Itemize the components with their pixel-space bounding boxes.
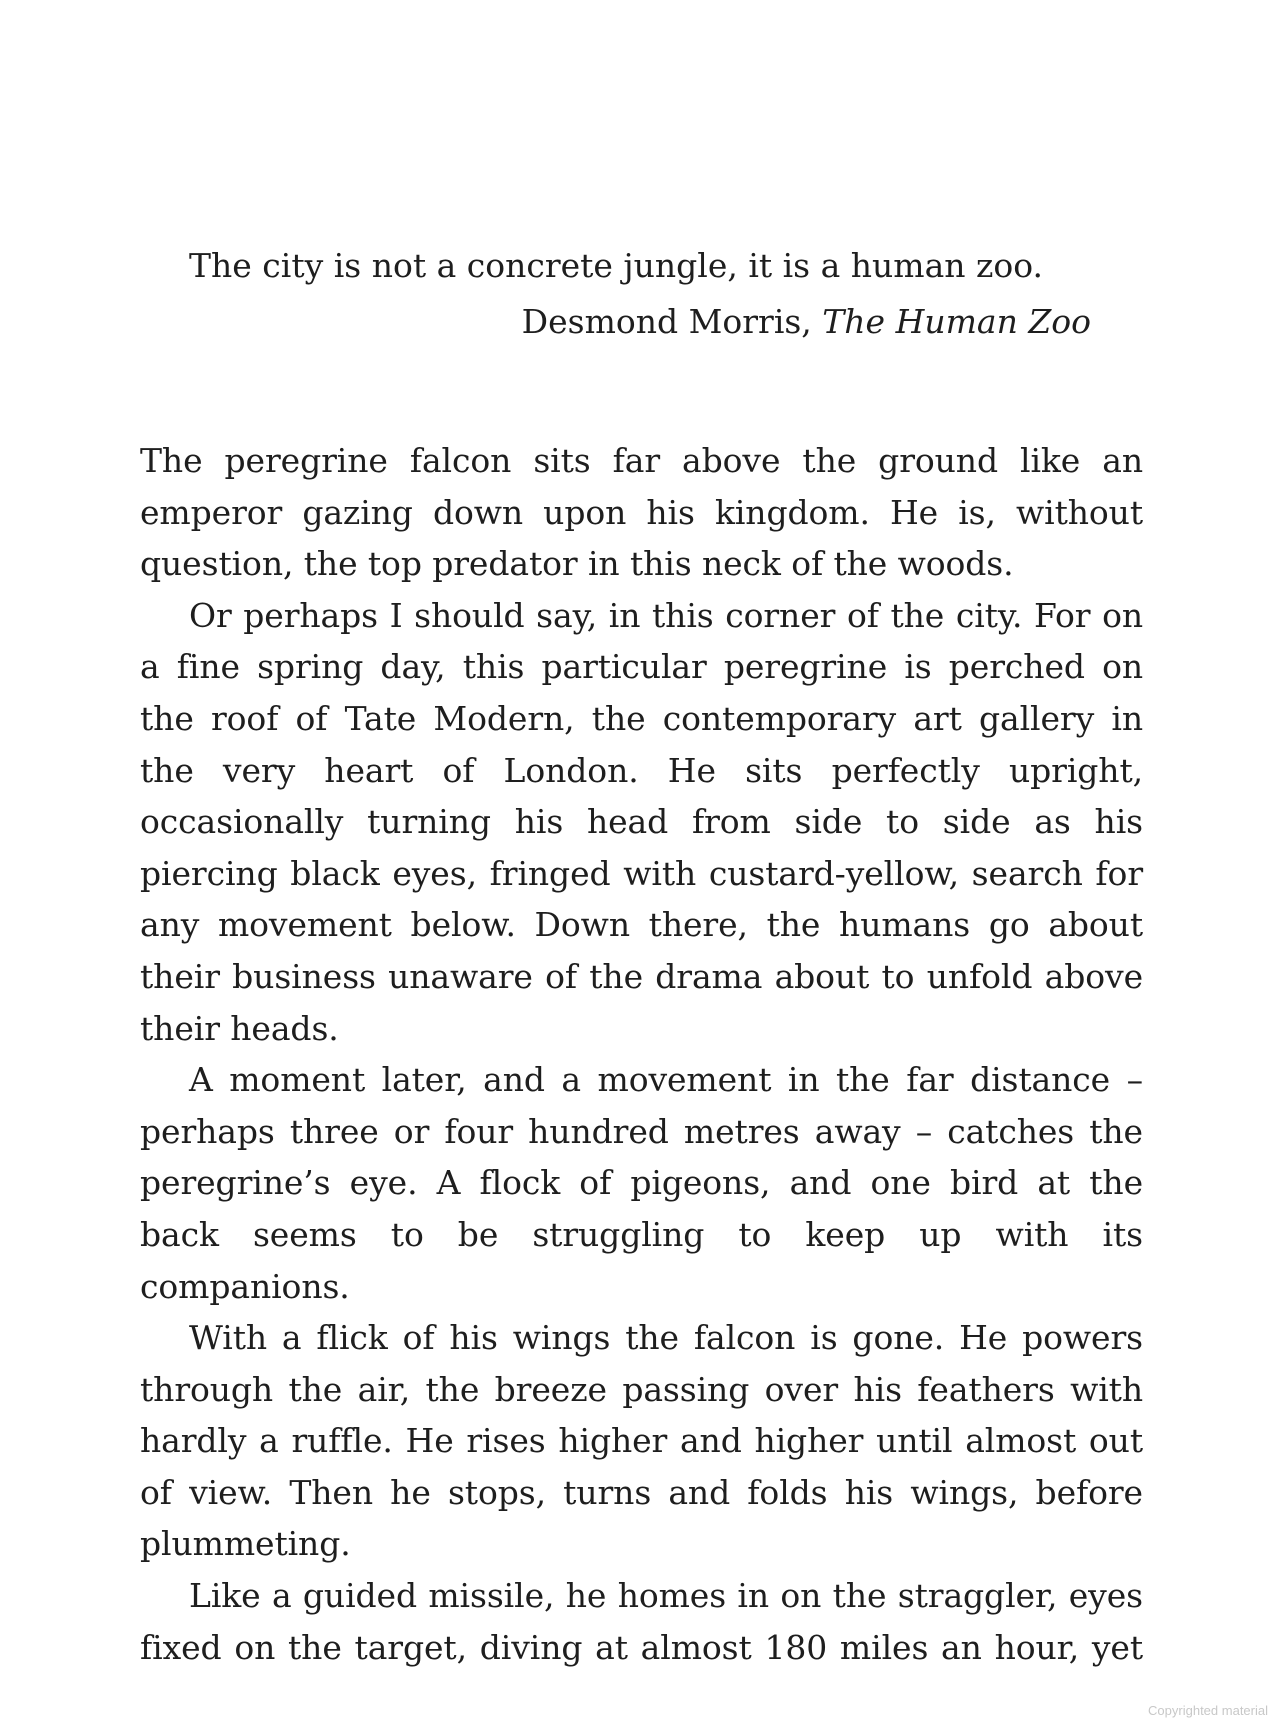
- paragraph: Or perhaps I should say, in this corner of the city. For on a fine spring day, this particular peregrine is perched on the roof of Tate Modern, the contemporary art gallery in the very heart of London. He sits perfectly upright, occasionally turning his head from side to side as his piercing black eyes, fringed with custard-yellow, search for any movement below. Down there, the humans go about their business unaware of the drama about to unfold above their heads.: [140, 595, 1143, 1048]
- epigraph-quote: The city is not a concrete jungle, it is a human zoo.: [189, 246, 1044, 285]
- paragraph-final: Like a guided missile, he homes in on the straggler, eyes fixed on the target, diving at almost 180 miles an hour, yet: [140, 1576, 1143, 1667]
- epigraph: [140, 238, 1143, 350]
- paragraph: A moment later, and a movement in the far distance – perhaps three or four hundred metres away – catches the peregrine’s eye. A flock of pigeons, and one bird at the back seems to be struggling to keep up with its companions.: [140, 1060, 1143, 1306]
- epigraph-attribution: [140, 294, 1091, 350]
- book-page: [140, 238, 1143, 1673]
- epigraph-author: Desmond Morris,: [521, 302, 823, 341]
- body-text: [140, 435, 1143, 1673]
- paragraph: With a flick of his wings the falcon is gone. He powers through the air, the breeze passing over his feathers with hardly a ruffle. He rises higher and higher until almost out of view. Then he stops, turns and folds his wings, before plummeting.: [140, 1318, 1143, 1564]
- paragraph: The peregrine falcon sits far above the ground like an emperor gazing down upon his kingdom. He is, without question, the top predator in this neck of the woods.: [140, 441, 1143, 584]
- epigraph-work-title: The Human Zoo: [822, 302, 1091, 341]
- copyright-watermark: Copyrighted material: [1148, 1703, 1268, 1718]
